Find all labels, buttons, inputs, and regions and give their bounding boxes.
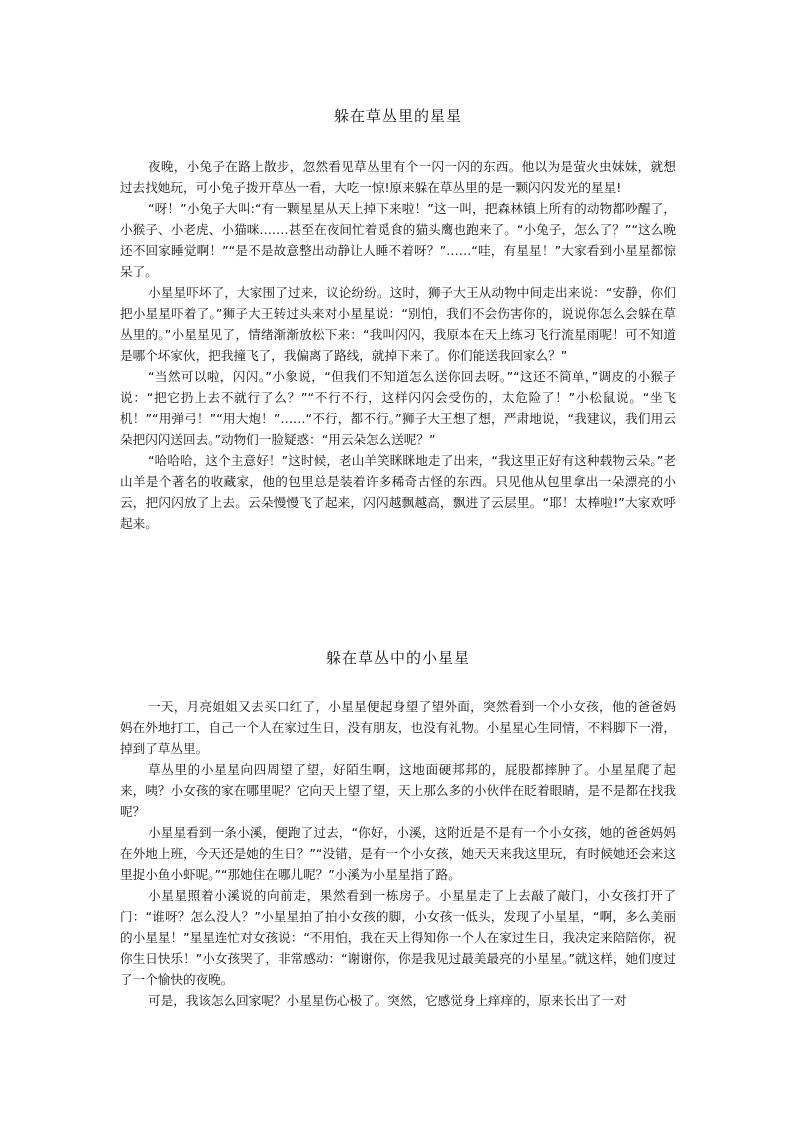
story-paragraph: “哈哈哈，这个主意好！”这时候，老山羊笑眯眯地走了出来，“我这里正好有这种载物云朵。”老山羊是个著名的收藏家，他的包里总是装着许多稀奇古怪的东西。只见他从包里拿出一朵漂亮的小云，把闪闪放了上去。云朵慢慢飞了起来，闪闪越飘越高，飘进了云层里。“耶！太棒啦!”大家欢呼起来。	[120, 453, 676, 531]
story-paragraph: 夜晚，小兔子在路上散步，忽然看见草丛里有个一闪一闪的东西。他以为是萤火虫妹妹，就想过去找她玩，可小兔子拨开草丛一看，大吃一惊!原来躲在草丛里的是一颗闪闪发光的星星!	[120, 159, 676, 195]
story-title: 躲在草丛中的小星星	[325, 649, 470, 667]
story-paragraph: 可是，我该怎么回家呢？小星星伤心极了。突然，它感觉身上痒痒的，原来长出了一对	[148, 993, 627, 1008]
story-paragraph: 小星星看到一条小溪，便跑了过去，“你好，小溪，这附近是不是有一个小女孩，她的爸爸妈妈在外地上班，今天还是她的生日？”“没错，是有一个小女孩，她天天来我这里玩，有时候她还会来这里捉小鱼小虾呢。”“那她住在哪儿呢？”小溪为小星星指了路。	[120, 825, 676, 882]
story-paragraph: “呀！”小兔子大叫:“有一颗星星从天上掉下来啦！”这一叫，把森林镇上所有的动物都吵醒了，小猴子、小老虎、小猫咪.……甚至在夜间忙着觅食的猫头鹰也跑来了。“小兔子，怎么了？”“这么晚还不回家睡觉啊！”“是不是故意整出动静让人睡不着呀？”……“哇，有星星！”大家看到小星星都惊呆了。	[120, 201, 676, 279]
story-paragraph: 小星星照着小溪说的向前走，果然看到一栋房子。小星星走了上去敲了敲门，小女孩打开了门：“谁呀？怎么没人？”小星星拍了拍小女孩的脚，小女孩一低头，发现了小星星，“啊，多么美丽的小星星！”星星连忙对女孩说：“不用怕，我在天上得知你一个人在家过生日，我决定来陪陪你，祝你生日快乐！”小女孩哭了，非常感动：“谢谢你，你是我见过最美最亮的小星星。”就这样，她们度过了一个愉快的夜晚。	[120, 888, 676, 987]
story-paragraph: 一天，月亮姐姐又去买口红了，小星星便起身望了望外面，突然看到一个小女孩，他的爸爸妈妈在外地打工，自己一个人在家过生日，没有朋友，也没有礼物。小星星心生同情，不料脚下一滑，掉到了草丛里。	[120, 699, 676, 756]
story-paragraph: 小星星吓坏了，大家围了过来，议论纷纷。这时，狮子大王从动物中间走出来说：“安静，你们把小星星吓着了。”狮子大王转过头来对小星星说：“别怕，我们不会伤害你的，说说你怎么会躲在草丛里的。”小星星见了，情绪渐渐放松下来：“我叫闪闪，我原本在天上练习飞行流星雨呢！可不知道是哪个坏家伙，把我撞飞了，我偏离了路线，就掉下来了。你们能送我回家么？”	[120, 285, 676, 363]
story-title: 躲在草丛里的星星	[333, 107, 462, 125]
story-1	[120, 104, 676, 534]
story-paragraph: “当然可以啦，闪闪。”小象说，“但我们不知道怎么送你回去呀。”“这还不简单，”调皮的小猴子说：“把它扔上去不就行了么？”“不行不行，这样闪闪会受伤的，太危险了！”小松鼠说。“坐飞机！”“用弹弓！”“用大炮！”……“不行，都不行。”狮子大王想了想，严肃地说，“我建议，我们用云朵把闪闪送回去。”动物们一脸疑惑：“用云朵怎么送呢？”	[120, 369, 676, 447]
story-paragraph: 草丛里的小星星向四周望了望，好陌生啊，这地面硬邦邦的，屁股都摔肿了。小星星爬了起来，咦？小女孩的家在哪里呢？它向天上望了望，天上那么多的小伙伴在眨着眼睛，是不是都在找我呢？	[120, 762, 676, 819]
story-2	[120, 646, 676, 1011]
